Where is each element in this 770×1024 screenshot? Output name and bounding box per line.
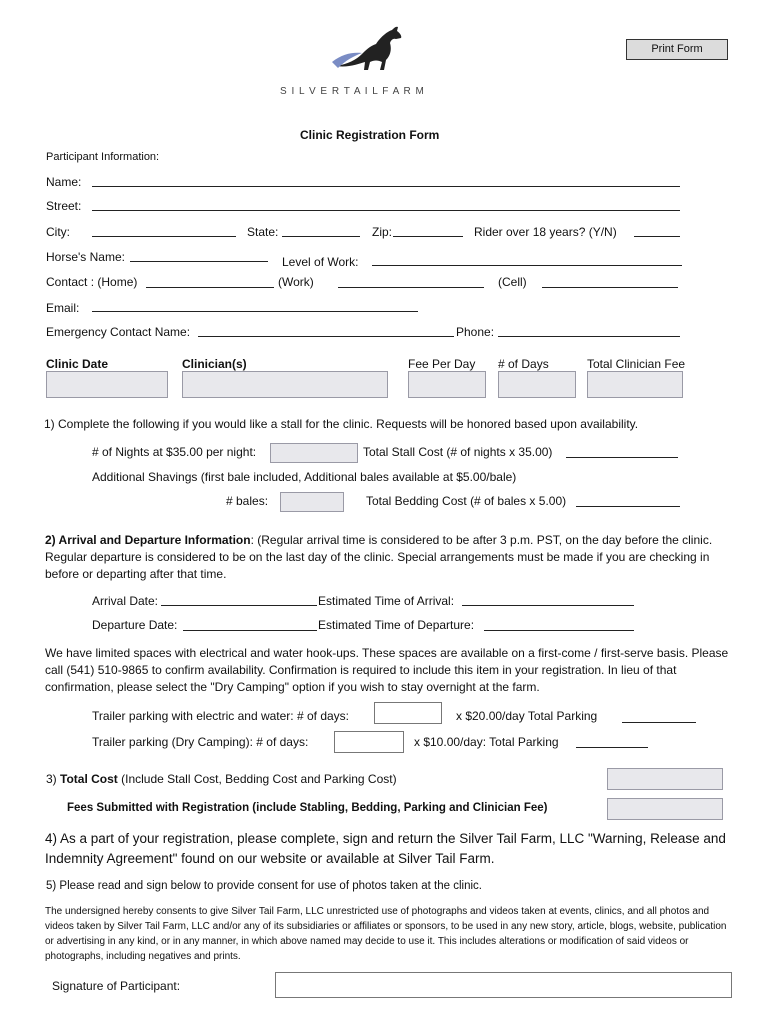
street-label: Street: <box>46 199 82 213</box>
parking-notice: We have limited spaces with electrical and water hook-ups. These spaces are available on a first-come / first-serve basis. Please call (541) 510-9865 to confirm availability. Confirmation is required to include this item in your registration. In lieu of that confirmation, please select the "Dry Camping" option if you wish to stay overnight at the farm. <box>45 646 729 694</box>
electric-parking-label: Trailer parking with electric and water: # of days: <box>92 709 349 723</box>
num-days-input[interactable] <box>498 371 576 398</box>
stall-intro: 1) Complete the following if you would like a stall for the clinic. Requests will be honored based upon availability. <box>44 417 639 431</box>
nights-label: # of Nights at $35.00 per night: <box>92 445 257 459</box>
rider-over-18-label: Rider over 18 years? (Y/N) <box>474 225 617 239</box>
work-phone-field[interactable] <box>338 287 484 288</box>
total-cost-label <box>46 772 397 786</box>
fee-per-day-input[interactable] <box>408 371 486 398</box>
level-of-work-label: Level of Work: <box>282 255 359 269</box>
signature-label: Signature of Participant: <box>52 979 181 993</box>
emergency-contact-field[interactable] <box>198 336 454 337</box>
fee-per-day-header: Fee Per Day <box>408 357 476 371</box>
state-field[interactable] <box>282 236 360 237</box>
name-field[interactable] <box>92 186 680 187</box>
num-days-header: # of Days <box>498 357 549 371</box>
horse-name-label: Horse's Name: <box>46 250 125 264</box>
signature-input[interactable] <box>275 972 732 998</box>
zip-label: Zip: <box>372 225 393 239</box>
cell-label: (Cell) <box>498 275 527 289</box>
est-departure-label: Estimated Time of Departure: <box>318 618 475 632</box>
level-of-work-field[interactable] <box>372 265 682 266</box>
photos-heading: 5) Please read and sign below to provide consent for use of photos taken at the clinic. <box>46 880 482 892</box>
clinic-date-input[interactable] <box>46 371 168 398</box>
est-departure-field[interactable] <box>484 630 634 631</box>
print-form-button[interactable]: Print Form <box>626 39 728 60</box>
electric-days-input[interactable] <box>374 702 442 724</box>
cell-phone-field[interactable] <box>542 287 678 288</box>
clinic-date-header: Clinic Date <box>46 357 109 371</box>
horse-name-field[interactable] <box>130 261 268 262</box>
total-clinician-fee-input[interactable] <box>587 371 683 398</box>
emergency-contact-label: Emergency Contact Name: <box>46 325 191 339</box>
emergency-phone-field[interactable] <box>498 336 680 337</box>
total-cost-description: (Include Stall Cost, Bedding Cost and Parking Cost) <box>117 772 397 786</box>
horse-silhouette <box>336 27 401 70</box>
city-label: City: <box>46 225 70 239</box>
total-clinician-fee-header: Total Clinician Fee <box>587 357 686 371</box>
rider-over-18-field[interactable] <box>634 236 680 237</box>
horse-logo <box>330 24 410 76</box>
email-field[interactable] <box>92 311 418 312</box>
photo-consent-text: The undersigned hereby consents to give Silver Tail Farm, LLC unrestricted use of photographs and videos taken at events, clinics, and all photos and videos taken by Silver Tail Farm, LLC and/or any of its subsidiaries or affiliates or sponsors, to be used in any new story, article, blogs, website, publication or advertising in any kind, or in any manner, in which above named may decide to use it. This includes alterations or modification of said videos or photographs, including negatives and prints. <box>45 906 727 962</box>
total-bedding-field[interactable] <box>576 506 680 507</box>
electric-total-field[interactable] <box>622 722 696 723</box>
arrival-heading: 2) Arrival and Departure Information <box>45 533 251 547</box>
departure-date-label: Departure Date: <box>92 618 178 632</box>
clinicians-header: Clinician(s) <box>182 357 247 371</box>
email-label: Email: <box>46 301 80 315</box>
zip-field[interactable] <box>393 236 463 237</box>
form-title: Clinic Registration Form <box>300 128 440 142</box>
total-stall-label: Total Stall Cost (# of nights x 35.00) <box>363 445 553 459</box>
est-arrival-field[interactable] <box>462 605 634 606</box>
total-bedding-label: Total Bedding Cost (# of bales x 5.00) <box>366 494 567 508</box>
city-field[interactable] <box>92 236 236 237</box>
dry-days-input[interactable] <box>334 731 404 753</box>
contact-home-label: Contact : (Home) <box>46 275 138 289</box>
home-phone-field[interactable] <box>146 287 274 288</box>
total-cost-input[interactable] <box>607 768 723 790</box>
shavings-label: Additional Shavings (first bale included, Additional bales available at $5.00/bale) <box>92 470 517 484</box>
nights-input[interactable] <box>270 443 358 463</box>
total-stall-field[interactable] <box>566 457 678 458</box>
farm-name: S I L V E R T A I L F A R M <box>280 86 425 97</box>
arrival-body: : (Regular arrival time is considered to be after 3 p.m. PST, on the day before the clinic. Regular departure is considered to be on the last day of the clinic. Special arrangements must be made if you are checking in before or departing after that time. <box>45 533 713 581</box>
bales-input[interactable] <box>280 492 344 512</box>
electric-rate-label: x $20.00/day Total Parking <box>456 709 598 723</box>
arrival-paragraph <box>45 532 725 583</box>
phone-label: Phone: <box>456 325 495 339</box>
est-arrival-label: Estimated Time of Arrival: <box>318 594 455 608</box>
bales-label: # bales: <box>226 494 269 508</box>
total-cost-number: 3) <box>46 772 61 786</box>
dry-rate-label: x $10.00/day: Total Parking <box>414 735 559 749</box>
arrival-date-label: Arrival Date: <box>92 594 159 608</box>
participant-section-label: Participant Information: <box>46 151 160 163</box>
fees-submitted-label: Fees Submitted with Registration (include Stabling, Bedding, Parking and Clinician Fee) <box>67 802 548 814</box>
release-paragraph: 4) As a part of your registration, please complete, sign and return the Silver Tail Farm, LLC "Warning, Release and Indemnity Agreement" found on our website or available at Silver Tail Farm. <box>45 831 726 866</box>
arrival-date-field[interactable] <box>161 605 317 606</box>
departure-date-field[interactable] <box>183 630 317 631</box>
fees-submitted-input[interactable] <box>607 798 723 820</box>
state-label: State: <box>247 225 279 239</box>
total-cost-bold: Total Cost <box>60 772 118 786</box>
dry-camping-label: Trailer parking (Dry Camping): # of days: <box>92 735 309 749</box>
dry-total-field[interactable] <box>576 747 648 748</box>
clinicians-input[interactable] <box>182 371 388 398</box>
street-field[interactable] <box>92 210 680 211</box>
name-label: Name: <box>46 175 82 189</box>
work-label: (Work) <box>278 275 314 289</box>
